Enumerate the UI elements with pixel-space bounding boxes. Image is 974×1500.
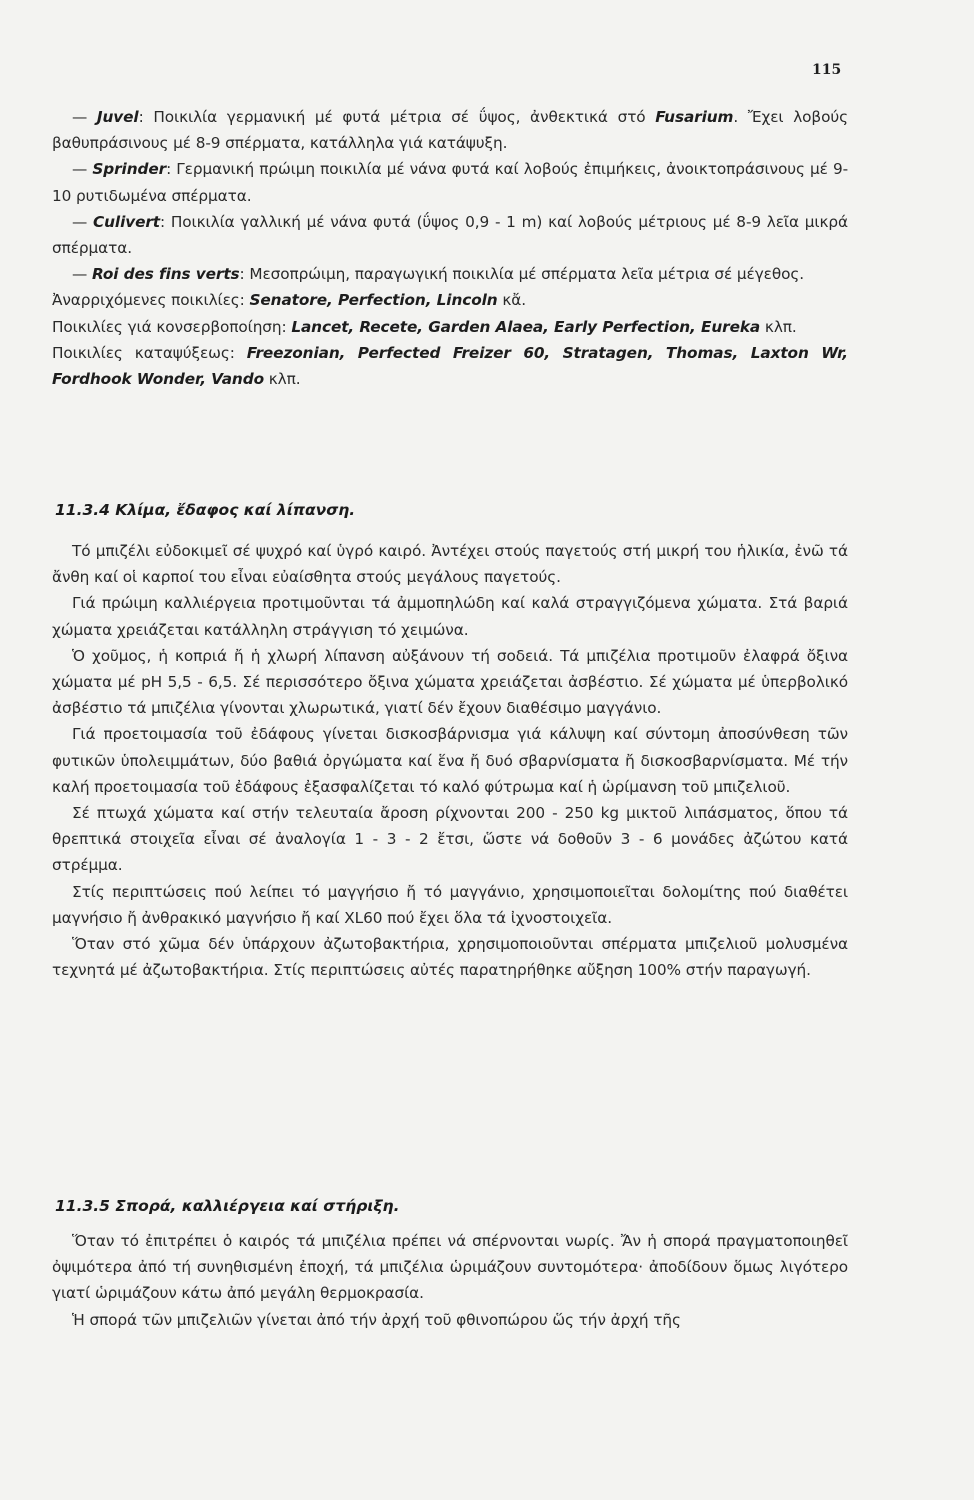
variety-list: Ποικιλίες γιά κονσερβοποίηση: Lancet, Recete, Garden Alaea, Early Perfection, Eureka κλπ. bbox=[52, 317, 797, 336]
variety-list: Ἀναρριχόμενες ποικιλίες: Senatore, Perfection, Lincoln κἄ. bbox=[52, 291, 526, 310]
section-body bbox=[52, 538, 848, 983]
paragraph: Γιά προετοιμασία τοῦ ἐδάφους γίνεται δισκοσβάρνισμα γιά κάλυψη καί σύντομη ἀποσύνθεση τῶν φυτικῶν ὑπολειμμάτων, δύο βαθιά ὀργώματα καί ἕνα ἤ δυό σβαρνίσματα ἤ δισκοσβαρνίσματα. Μέ τήν καλή προετοιμασία τοῦ ἐδάφους ἐξασφαλίζεται τό καλό φύτρωμα καί ἡ ὡρίμανση τοῦ μπιζελιοῦ. bbox=[52, 725, 848, 796]
variety-list: Ποικιλίες καταψύξεως: Freezonian, Perfected Freizer 60, Stratagen, Thomas, Laxton Wr, Fordhook Wonder, Vando κλπ. bbox=[52, 343, 848, 389]
varieties-block bbox=[52, 104, 848, 392]
variety-name: Roi des fins verts bbox=[91, 265, 240, 284]
variety-name: Juvel bbox=[96, 108, 139, 126]
paragraph: Ὅταν τό ἐπιτρέπει ὁ καιρός τά μπιζέλια πρέπει νά σπέρνονται νωρίς. Ἄν ἡ σπορά πραγματοποιηθεῖ ὀψιμότερα ἀπό τή συνηθισμένη ἐποχή, τά μπιζέλια ὡριμάζουν συντομότερα· ἀποδίδουν ὅμως λιγότερο γιατί ὡριμάζουν κάτω ἀπό μεγάλη θερμοκρασία. bbox=[52, 1232, 848, 1303]
paragraph: Στίς περιπτώσεις πού λείπει τό μαγγήσιο ἤ τό μαγγάνιο, χρησιμοποιεῖται δολομίτης πού διαθέτει μαγνήσιο ἤ ἀνθρακικό μαγνήσιο ἤ καί XL60 πού ἔχει ὅλα τά ἰχνοστοιχεῖα. bbox=[52, 882, 848, 927]
section-heading: 11.3.4 Κλίμα, ἔδαφος καί λίπανση. bbox=[55, 501, 356, 519]
variety-name: Fusarium bbox=[655, 108, 734, 126]
variety-entry: — Culivert: Ποικιλία γαλλική μέ νάνα φυτά (ΰψος 0,9 - 1 m) καί λοβούς μέτριους μέ 8-9 λεῖα μικρά σπέρματα. bbox=[52, 212, 848, 258]
paragraph: Σέ πτωχά χώματα καί στήν τελευταία ἄροση ρίχνονται 200 - 250 kg μικτοῦ λιπάσματος, ὅπου τά θρεπτικά στοιχεῖα εἶναι σέ ἀναλογία 1 - 3 - 2 ἔτσι, ὥστε νά δοθοῦν 3 - 6 μονάδες ἀζώτου κατά στρέμμα. bbox=[52, 804, 848, 875]
page-number: 115 bbox=[812, 62, 842, 78]
section-heading: 11.3.5 Σπορά, καλλιέργεια καί στήριξη. bbox=[55, 1197, 400, 1215]
variety-entry: — Sprinder: Γερμανική πρώιμη ποικιλία μέ νάνα φυτά καί λοβούς ἐπιμήκεις, ἀνοικτοπράσινους μέ 9-10 ρυτιδωμένα σπέρματα. bbox=[52, 160, 848, 205]
paragraph: Ὁ χοῦμος, ἡ κοπριά ἤ ἡ χλωρή λίπανση αὐξάνουν τή σοδειά. Τά μπιζέλια προτιμοῦν ἐλαφρά ὄξινα χώματα μέ pH 5,5 - 6,5. Σέ περισσότερο ὄξινα χώματα χρειάζεται ἀσβέστιο. Σέ χώματα μέ ὑπερβολικό ἀσβέστιο τά μπιζέλια γίνονται χλωρωτικά, γιατί δέν ἔχουν διαθέσιμο μαγγάνιο. bbox=[52, 646, 848, 718]
variety-name: Sprinder bbox=[92, 160, 167, 179]
variety-name: Culivert bbox=[93, 212, 161, 231]
paragraph: Ὅταν στό χῶμα δέν ὑπάρχουν ἀζωτοβακτήρια, χρησιμοποιοῦνται σπέρματα μπιζελιοῦ μολυσμένα τεχνητά μέ ἀζωτοβακτήρια. Στίς περιπτώσεις αὐτές παρατηρήθηκε αὔξηση 100% στήν παραγωγή. bbox=[52, 935, 848, 980]
variety-entry: — Roi des fins verts: Μεσοπρώιμη, παραγωγική ποικιλία μέ σπέρματα λεῖα μέτρια σέ μέγεθος. bbox=[72, 265, 805, 284]
paragraph: Ἡ σπορά τῶν μπιζελιῶν γίνεται ἀπό τήν ἀρχή τοῦ φθινοπώρου ὥς τήν ἀρχή τῆς bbox=[72, 1310, 681, 1329]
variety-entry: — Juvel: Ποικιλία γερμανική μέ φυτά μέτρια σέ ΰψος, ἀνθεκτικά στό Fusarium. Ἔχει λοβούς βαθυπράσινους μέ 8-9 σπέρματα, κατάλληλα γιά κατάψυξη. bbox=[52, 108, 848, 153]
section-body bbox=[52, 1228, 848, 1333]
paragraph: Γιά πρώιμη καλλιέργεια προτιμοῦνται τά ἀμμοπηλώδη καί καλά στραγγιζόμενα χώματα. Στά βαριά χώματα χρειάζεται κατάλληλη στράγγιση τό χειμώνα. bbox=[52, 594, 848, 639]
paragraph: Τό μπιζέλι εὐδοκιμεῖ σέ ψυχρό καί ὑγρό καιρό. Ἀντέχει στούς παγετούς στή μικρή του ἡλικία, ἐνῶ τά ἄνθη καί οἱ καρποί του εἶναι εὐαίσθητα στούς μεγάλους παγετούς. bbox=[52, 542, 848, 587]
